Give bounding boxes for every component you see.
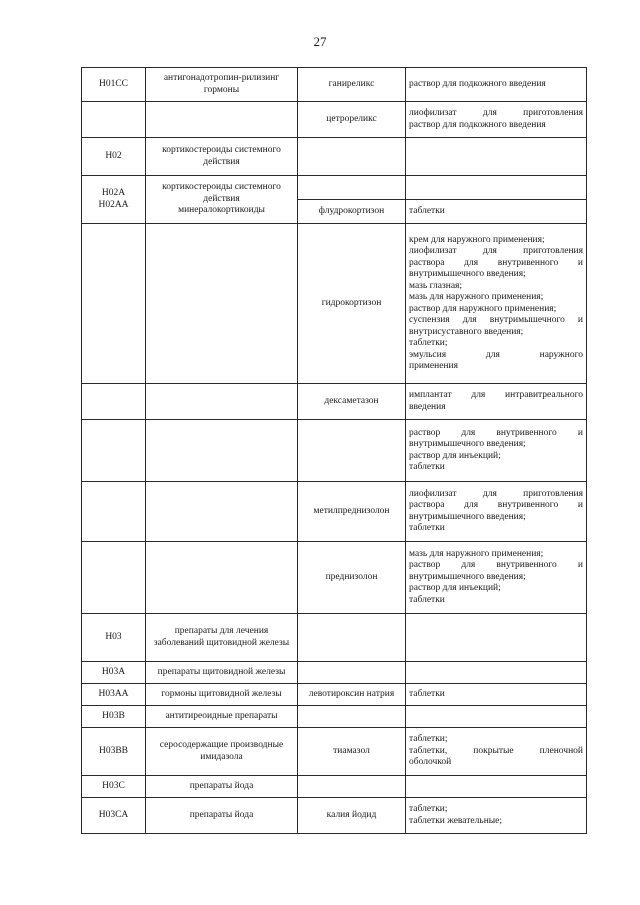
- inn-name: гидрокортизон: [298, 224, 406, 384]
- dosage-forms: крем для наружного применения; лиофилизат для приготовления раствора для внутривенного и внутримышечного введения; мазь глазная; мазь для наружного применения; раствор для наружного применения; суспензия для внутримышечного и внутрисуставного введения; таблетки; эмульсия для наружного применения: [406, 224, 587, 384]
- inn-name: тиамазол: [298, 728, 406, 776]
- atc-code: H03A: [82, 662, 146, 684]
- atc-group: препараты йода: [146, 798, 298, 834]
- atc-code: H03CA: [82, 798, 146, 834]
- inn-name: флудрокортизон: [298, 200, 406, 224]
- atc-group: антитиреоидные препараты: [146, 706, 298, 728]
- inn-name: левотироксин натрия: [298, 684, 406, 706]
- dosage-forms: таблетки: [406, 684, 587, 706]
- inn-name: дексаметазон: [298, 384, 406, 420]
- inn-name: преднизолон: [298, 542, 406, 614]
- atc-code: H03AA: [82, 684, 146, 706]
- inn-name: метилпреднизолон: [298, 482, 406, 542]
- atc-code: H03C: [82, 776, 146, 798]
- atc-code: H03: [82, 614, 146, 662]
- dosage-forms: [406, 614, 587, 662]
- atc-group: серосодержащие производные имидазола: [146, 728, 298, 776]
- inn-name: ганиреликс: [298, 68, 406, 102]
- inn-name: калия йодид: [298, 798, 406, 834]
- inn-name: [298, 776, 406, 798]
- atc-group: [146, 542, 298, 614]
- atc-code: [82, 384, 146, 420]
- dosage-forms: лиофилизат для приготовления раствор для подкожного введения: [406, 102, 587, 138]
- atc-group: гормоны щитовидной железы: [146, 684, 298, 706]
- atc-group: препараты йода: [146, 776, 298, 798]
- table-row: [82, 728, 587, 776]
- inn-name: [298, 614, 406, 662]
- dosage-forms: раствор для подкожного введения: [406, 68, 587, 102]
- dosage-forms: [406, 176, 587, 200]
- atc-code: [82, 102, 146, 138]
- table-row: [82, 482, 587, 542]
- inn-name: [298, 138, 406, 176]
- atc-code: H01CC: [82, 68, 146, 102]
- atc-group: [146, 482, 298, 542]
- dosage-forms: таблетки: [406, 200, 587, 224]
- table-row: [82, 68, 587, 102]
- table-row: [82, 614, 587, 662]
- atc-group: препараты для лечения заболеваний щитовидной железы: [146, 614, 298, 662]
- table-row: [82, 662, 587, 684]
- atc-code: [82, 482, 146, 542]
- table-row: [82, 384, 587, 420]
- table-row: [82, 102, 587, 138]
- inn-name: [298, 662, 406, 684]
- inn-name: [298, 420, 406, 482]
- dosage-forms: таблетки; таблетки, покрытые пленочной оболочкой: [406, 728, 587, 776]
- dosage-forms: [406, 662, 587, 684]
- atc-code: H03BB: [82, 728, 146, 776]
- drug-table: [81, 67, 587, 834]
- atc-group: [146, 384, 298, 420]
- atc-group: препараты щитовидной железы: [146, 662, 298, 684]
- dosage-forms: [406, 706, 587, 728]
- dosage-forms: [406, 138, 587, 176]
- dosage-forms: таблетки; таблетки жевательные;: [406, 798, 587, 834]
- atc-group: кортикостероиды системного действия минералокортикоиды: [146, 176, 298, 224]
- page-number: 27: [313, 34, 327, 49]
- atc-group: [146, 224, 298, 384]
- atc-code: H02A H02AA: [82, 176, 146, 224]
- table-row: [82, 684, 587, 706]
- dosage-forms: мазь для наружного применения; раствор для внутривенного и внутримышечного введения; раствор для инъекций; таблетки: [406, 542, 587, 614]
- atc-code: H02: [82, 138, 146, 176]
- table-row: [82, 706, 587, 728]
- atc-code: H03B: [82, 706, 146, 728]
- dosage-forms: имплантат для интравитреального введения: [406, 384, 587, 420]
- atc-group: кортикостероиды системного действия: [146, 138, 298, 176]
- inn-name: цетрореликс: [298, 102, 406, 138]
- atc-code: [82, 542, 146, 614]
- table-row: [82, 176, 587, 200]
- inn-name: [298, 706, 406, 728]
- atc-group: антигонадотропин-рилизинг гормоны: [146, 68, 298, 102]
- dosage-forms: лиофилизат для приготовления раствора для внутривенного и внутримышечного введения; таблетки: [406, 482, 587, 542]
- table-row: [82, 776, 587, 798]
- dosage-forms: [406, 776, 587, 798]
- table-row: [82, 138, 587, 176]
- inn-name: [298, 176, 406, 200]
- atc-code: [82, 420, 146, 482]
- atc-group: [146, 102, 298, 138]
- table-row: [82, 798, 587, 834]
- table-row: [82, 542, 587, 614]
- table-row: [82, 224, 587, 384]
- dosage-forms: раствор для внутривенного и внутримышечного введения; раствор для инъекций; таблетки: [406, 420, 587, 482]
- table-row: [82, 420, 587, 482]
- atc-code: [82, 224, 146, 384]
- atc-group: [146, 420, 298, 482]
